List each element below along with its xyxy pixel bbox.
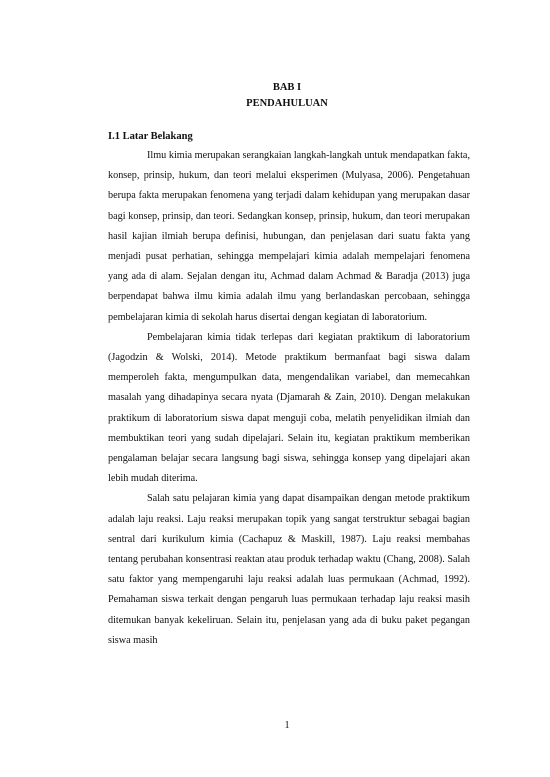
body-text [108,146,470,651]
chapter-title: PENDAHULUAN [246,98,328,109]
paragraph: Ilmu kimia merupakan serangkaian langkah-langkah untuk mendapatkan fakta, konsep, prinsip, hukum, dan teori melalui eksperimen (Mulyasa, 2006). Pengetahuan berupa fakta merupakan fenomena yang terjadi dalam kehidupan yang merupakan dasar bagi konsep, prinsip, dan teori. Sedangkan konsep, prinsip, hukum, dan teori merupakan hasil kajian ilmiah berupa definisi, hubungan, dan penjelasan dari suatu fakta yang menjadi pusat perhatian, sehingga mempelajari kimia adalah mempelajari fenomena yang ada di alam. Sejalan dengan itu, Achmad dalam Achmad & Baradja (2013) juga berpendapat bahwa ilmu kimia adalah ilmu yang berlandaskan percobaan, sehingga pembelajaran kimia di sekolah harus disertai dengan kegiatan di laboratorium. [108,150,470,323]
section-heading: I.1 Latar Belakang [108,131,193,142]
paragraph: Pembelajaran kimia tidak terlepas dari kegiatan praktikum di laboratorium (Jagodzin & Wolski, 2014). Metode praktikum bermanfaat bagi siswa dalam memperoleh fakta, mengumpulkan data, mengendalikan variabel, dan memecahkan masalah yang dihadapinya secara nyata (Djamarah & Zain, 2010). Dengan melakukan praktikum di laboratorium siswa dapat menguji coba, melatih penyelidikan ilmiah dan membuktikan teori yang sudah dipelajari. Selain itu, kegiatan praktikum memberikan pengalaman belajar secara langsung bagi siswa, sehingga konsep yang dipelajari akan lebih mudah diterima. [108,331,470,485]
page-number: 1 [284,720,290,731]
chapter-label: BAB I [272,82,302,93]
paragraph: Salah satu pelajaran kimia yang dapat disampaikan dengan metode praktikum adalah laju reaksi. Laju reaksi merupakan topik yang sangat terstruktur sebagai bagian sentral dari kurikulum kimia (Cachapuz & Maskill, 1987). Laju reaksi membahas tentang perubahan konsentrasi reaktan atau produk terhadap waktu (Chang, 2008). Salah satu faktor yang mempengaruhi laju reaksi adalah luas permukaan (Achmad, 1992). Pemahaman siswa terkait dengan pengaruh luas permukaan terhadap laju reaksi masih ditemukan banyak kekeliruan. Selain itu, penjelasan yang ada di buku paket pegangan siswa masih [108,493,470,646]
